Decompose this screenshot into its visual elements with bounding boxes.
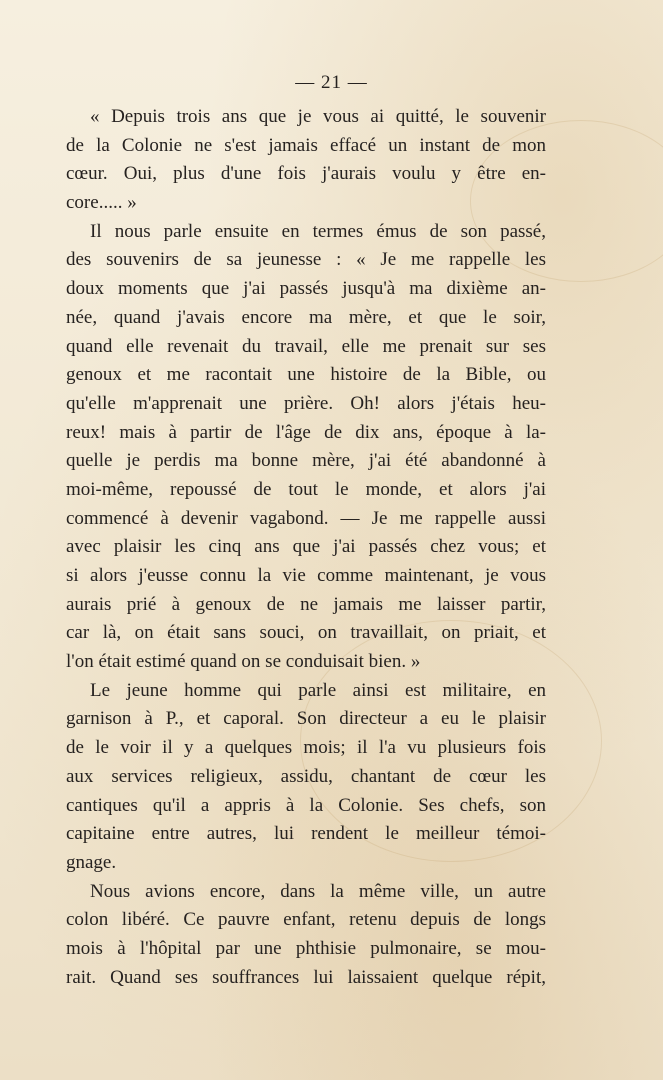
text-line: garnison à P., et caporal. Son directeur a eu le plaisir [66,708,546,730]
text-line: aux services religieux, assidu, chantant de cœur les [66,765,546,787]
text-line: née, quand j'avais encore ma mère, et que le soir, [66,306,546,328]
text-line: genoux et me racontait une histoire de la Bible, ou [66,364,546,386]
page-number: — 21 — [295,72,368,93]
body-text [66,103,546,992]
text-line: des souvenirs de sa jeunesse : « Je me rappelle les [66,249,546,271]
text-line: aurais prié à genoux de ne jamais me laisser partir, [66,593,546,615]
text-line: de le voir il y a quelques mois; il l'a vu plusieurs fois [66,737,546,759]
text-line: l'on était estimé quand on se conduisait bien. » [66,651,421,673]
text-line: commencé à devenir vagabond. — Je me rappelle aussi [66,507,546,529]
text-line: car là, on était sans souci, on travaillait, on priait, et [66,622,546,644]
text-line: Nous avions encore, dans la même ville, un autre [90,880,546,902]
text-line: avec plaisir les cinq ans que j'ai passés chez vous; et [66,536,546,558]
text-line: capitaine entre autres, lui rendent le meilleur témoi- [66,823,546,845]
text-line: Il nous parle ensuite en termes émus de son passé, [90,220,546,242]
text-line: Le jeune homme qui parle ainsi est militaire, en [90,679,546,701]
text-line: core..... » [66,192,137,214]
text-line: « Depuis trois ans que je vous ai quitté, le souvenir [90,106,546,127]
text-line: rait. Quand ses souffrances lui laissaient quelque répit, [66,966,546,988]
text-line: doux moments que j'ai passés jusqu'à ma dixième an- [66,278,546,300]
text-line: de la Colonie ne s'est jamais effacé un instant de mon [66,134,546,156]
text-line: reux! mais à partir de l'âge de dix ans, époque à la- [66,421,546,443]
text-line: gnage. [66,851,117,873]
text-line: cœur. Oui, plus d'une fois j'aurais voulu y être en- [66,163,546,185]
text-line: si alors j'eusse connu la vie comme maintenant, je vous [66,565,546,586]
text-line: colon libéré. Ce pauvre enfant, retenu depuis de longs [66,909,546,931]
text-line: mois à l'hôpital par une phthisie pulmonaire, se mou- [66,937,546,959]
text-line: qu'elle m'apprenait une prière. Oh! alors j'étais heu- [66,392,546,414]
text-line: cantiques qu'il a appris à la Colonie. Ses chefs, son [66,794,546,816]
text-line: moi-même, repoussé de tout le monde, et alors j'ai [66,478,546,500]
text-line: quand elle revenait du travail, elle me prenait sur ses [66,335,546,357]
text-line: quelle je perdis ma bonne mère, j'ai été abandonné à [66,450,546,472]
